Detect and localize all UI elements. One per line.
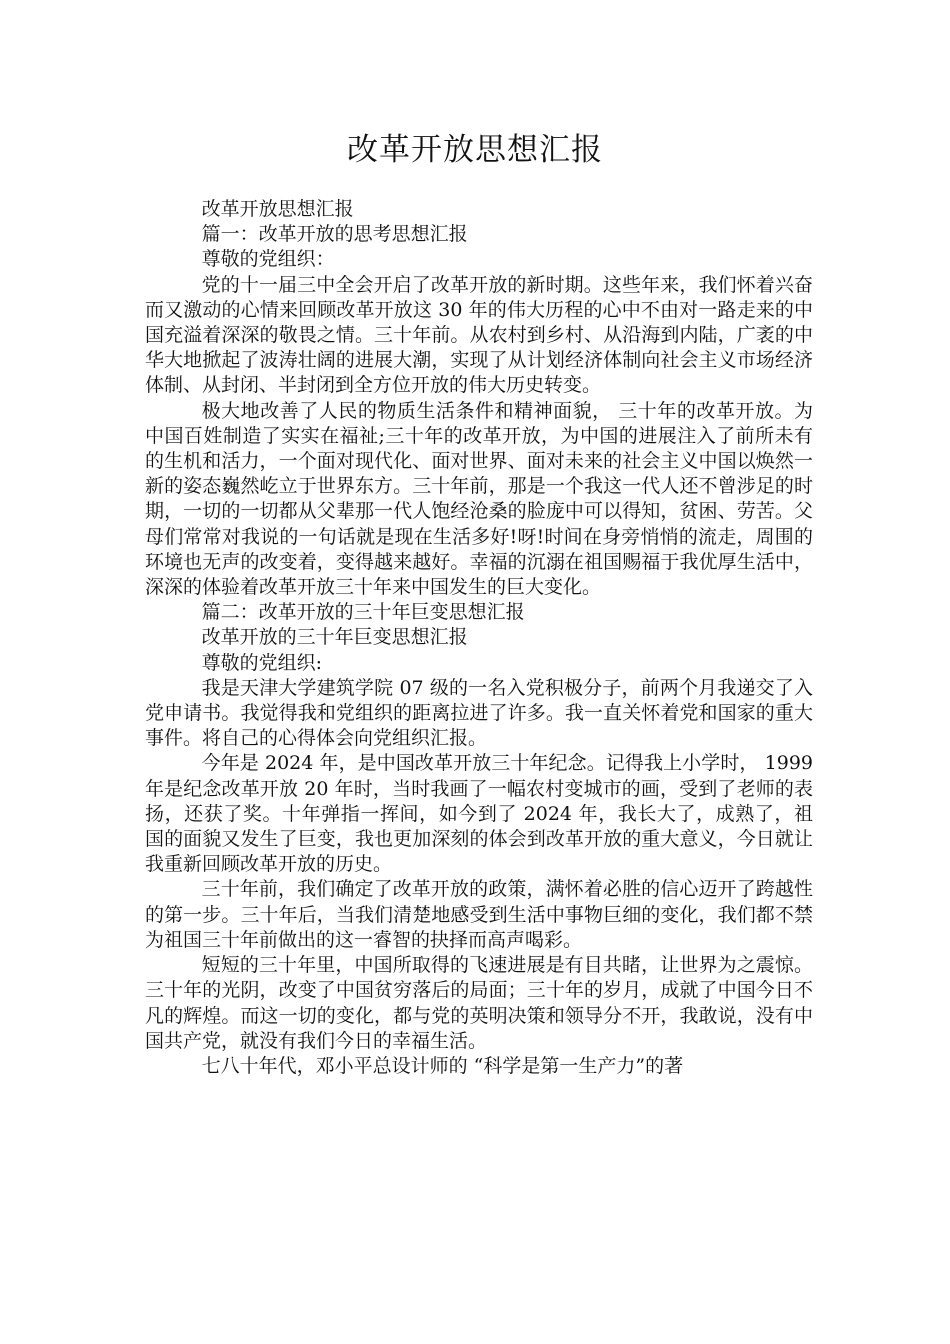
paragraph: 三十年前，我们确定了改革开放的政策，满怀着必胜的信心迈开了跨越性的第一步。三十年后，当我们清楚地感受到生活中事物巨细的变化，我们都不禁为祖国三十年前做出的这一睿智的抉择而高声喝彩。: [145, 878, 813, 951]
paragraph: 我是天津大学建筑学院 07 级的一名入党积极分子，前两个月我递交了入党申请书。我觉得我和党组织的距离拉进了许多。我一直关怀着党和国家的重大事件。将自己的心得体会向党组织汇报。: [145, 676, 813, 750]
paragraph: 七八十年代，邓小平总设计师的 “科学是第一生产力”的著: [201, 1054, 684, 1077]
paragraph-heading: 改革开放思想汇报: [201, 198, 354, 220]
paragraph-section-two-title: 篇二：改革开放的三十年巨变思想汇报: [201, 601, 525, 624]
paragraph: 党的十一届三中全会开启了改革开放的新时期。这些年来，我们怀着兴奋而又激动的心情来回顾改革开放这 30 年的伟大历程的心中不由对一路走来的中国充溢着深深的敬畏之情。三十年前。从农村到乡村、从沿海到内陆，广袤的中华大地掀起了波涛壮阔的进展大潮，实现了从计划经济体制向社会主义市场经济体制、从封闭、半封闭到全方位开放的伟大历史转变。: [145, 273, 813, 397]
document-title: 改革开放思想汇报: [347, 132, 603, 168]
paragraph-salutation: 尊敬的党组织:: [201, 651, 323, 674]
paragraph: 极大地改善了人民的物质生活条件和精神面貌， 三十年的改革开放。为中国百姓制造了实实在福祉;三十年的改革开放，为中国的进展注入了前所未有的生机和活力，一个面对现代化、面对世界、面对未来的社会主义中国以焕然一新的姿态巍然屹立于世界东方。三十年前，那是一个我这一代人还不曾涉足的时期，一切的一切都从父辈那一代人饱经沧桑的脸庞中可以得知，贫困、劳苦。父母们常常对我说的一句话就是现在生活多好!呀!时间在身旁悄悄的流走，周围的环境也无声的改变着，变得越来越好。幸福的沉溺在祖国赐福于我优厚生活中，深深的体验着改革开放三十年来中国发生的巨大变化。: [145, 399, 813, 599]
document-body: [145, 197, 813, 1079]
paragraph: 短短的三十年里，中国所取得的飞速进展是有目共睹，让世界为之震惊。三十年的光阴，改变了中国贫穷落后的局面；三十年的岁月，成就了中国今日不凡的辉煌。而这一切的变化，都与党的英明决策和领导分不开，我敢说，没有中国共产党，就没有我们今日的幸福生活。: [145, 954, 813, 1052]
paragraph-salutation: 尊敬的党组织：: [201, 248, 335, 271]
paragraph: 今年是 2024 年，是中国改革开放三十年纪念。记得我上小学时， 1999 年是纪念改革开放 20 年时，当时我画了一幅农村变城市的画，受到了老师的表扬，还获了奖。十年弹指一挥间，如今到了 2024 年，我长大了，成熟了，祖国的面貌又发生了巨变，我也更加深刻的体会到改革开放的重大意义，今日就让我重新回顾改革开放的历史。: [145, 752, 813, 876]
paragraph-section-one-title: 篇一：改革开放的思考思想汇报: [201, 223, 468, 246]
paragraph-subtitle: 改革开放的三十年巨变思想汇报: [201, 626, 468, 649]
